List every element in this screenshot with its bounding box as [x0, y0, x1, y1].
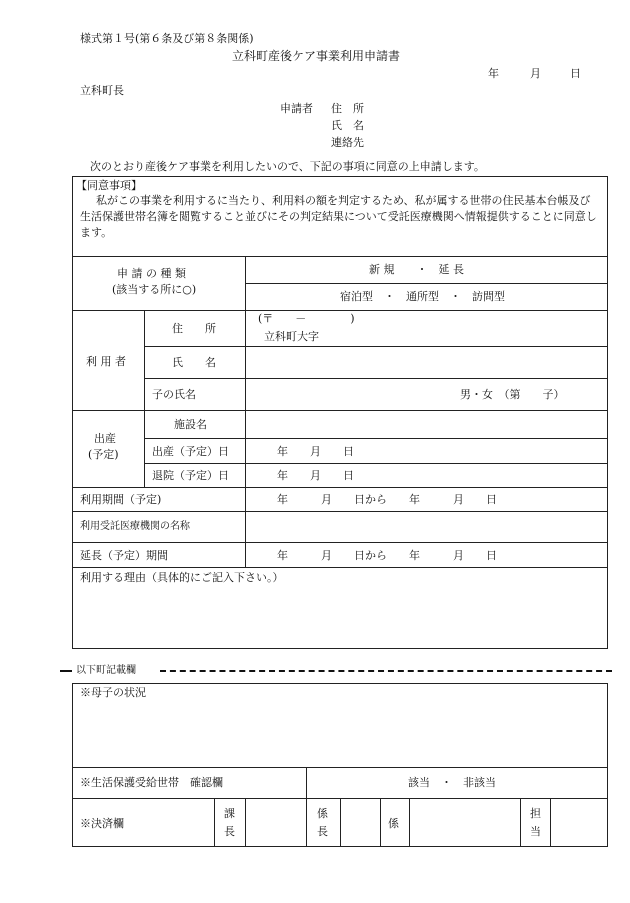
usage-period-field[interactable]: 年 月 日から 年 月 日: [277, 493, 497, 506]
section-chief-label-1: 課: [224, 807, 235, 820]
reason-label: 利用する理由（具体的にご記入下さい。）: [80, 571, 284, 584]
page-title: 立科町産後ケア事業利用申請書: [232, 49, 401, 63]
application-type-label: 申 請 の 種 類: [117, 267, 186, 280]
decision-label: ※決済欄: [80, 817, 124, 830]
applicant-contact-label: 連絡先: [331, 136, 364, 149]
discharge-date-label: 退院（予定）日: [152, 469, 229, 482]
user-postal-field[interactable]: (〒 － ): [258, 312, 355, 325]
person-in-charge-label-1: 担: [530, 807, 541, 820]
intro-text: 次のとおり産後ケア事業を利用したいので、下記の事項に同意の上申請します。: [90, 160, 485, 173]
facility-label: 施設名: [174, 418, 207, 431]
addressee: 立科町長: [80, 84, 124, 97]
application-type-sublabel: (該当する所に○): [112, 283, 197, 296]
child-name-label: 子の氏名: [152, 388, 196, 401]
extension-period-field[interactable]: 年 月 日から 年 月 日: [277, 549, 497, 562]
discharge-date-field[interactable]: 年 月 日: [277, 469, 354, 482]
consent-heading: 【同意事項】: [76, 179, 142, 192]
user-group-label: 利 用 者: [86, 355, 126, 368]
applicant-label: 申請者: [280, 102, 313, 115]
person-in-charge-label-2: 当: [530, 825, 541, 838]
welfare-check-label: ※生活保護受給世帯 確認欄: [80, 776, 223, 789]
applicant-name-label: 氏 名: [331, 119, 364, 132]
date-day: 日: [570, 67, 581, 80]
applicant-address-label: 住 所: [331, 102, 364, 115]
section-chief-label-2: 長: [224, 825, 235, 838]
divider-line-left: [60, 670, 72, 672]
date-month: 月: [530, 67, 541, 80]
date-year: 年: [488, 67, 499, 80]
mother-child-status-label: ※母子の状況: [80, 686, 146, 699]
birth-group-sublabel: (予定): [88, 448, 119, 461]
staff-label: 係: [388, 817, 399, 830]
extension-period-label: 延長（予定）期間: [80, 549, 168, 562]
birth-date-field[interactable]: 年 月 日: [277, 445, 354, 458]
chief-label-1: 係: [317, 807, 328, 820]
divider-line-right: [160, 670, 612, 672]
usage-period-label: 利用期間（予定): [80, 493, 162, 506]
child-gender-order-field[interactable]: 男・女 （第 子）: [460, 388, 565, 401]
application-type-options-1[interactable]: 新 規 ・ 延 長: [369, 263, 464, 276]
chief-label-2: 長: [317, 825, 328, 838]
form-number: 様式第１号(第６条及び第８条関係): [80, 32, 254, 45]
user-address-label: 住 所: [172, 322, 216, 335]
birth-date-label: 出産（予定）日: [152, 445, 229, 458]
application-type-options-2[interactable]: 宿泊型 ・ 通所型 ・ 訪問型: [340, 290, 505, 303]
consent-body: 私がこの事業を利用するに当たり、利用料の額を判定するため、私が属する世帯の住民基本台帳及び生活保護世帯名簿を閲覧すること並びにその判定結果について受託医療機関へ情報提供することに同意します。: [80, 194, 597, 239]
welfare-options[interactable]: 該当 ・ 非該当: [408, 776, 496, 789]
birth-group-label: 出産: [94, 432, 116, 445]
user-address-prefix[interactable]: 立科町大字: [264, 330, 319, 343]
user-name-label: 氏 名: [172, 356, 216, 369]
institution-label: 利用受託医療機関の名称: [80, 521, 190, 532]
office-use-label: 以下町記載欄: [76, 665, 136, 676]
